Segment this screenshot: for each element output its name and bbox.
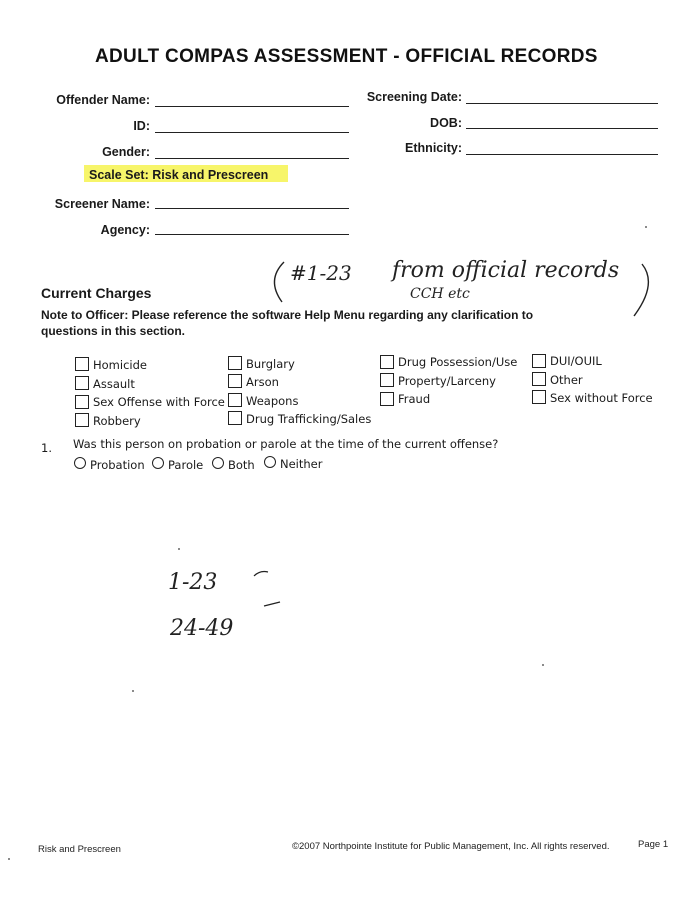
scan-speck xyxy=(542,664,544,666)
neither-radio[interactable] xyxy=(264,456,276,468)
offender-name-label: Offender Name: xyxy=(56,93,150,107)
dob-label: DOB: xyxy=(430,116,462,130)
drug-possession-checkbox[interactable] xyxy=(380,355,394,369)
handwritten-note-source: from official records xyxy=(392,258,620,283)
other-checkbox[interactable] xyxy=(532,372,546,386)
drug-trafficking-checkbox[interactable] xyxy=(228,411,242,425)
screener-name-field[interactable] xyxy=(155,208,349,209)
probation-radio[interactable] xyxy=(74,457,86,469)
page-number: Page 1 xyxy=(638,839,669,850)
arson-checkbox[interactable] xyxy=(228,374,242,388)
scan-speck xyxy=(8,858,10,860)
weapons-checkbox[interactable] xyxy=(228,393,242,407)
weapons-label: Weapons xyxy=(246,394,299,408)
scale-set-value: Risk and Prescreen xyxy=(152,168,269,182)
assault-label: Assault xyxy=(93,377,135,391)
id-label: ID: xyxy=(133,119,150,133)
both-label: Both xyxy=(228,458,255,472)
scale-set xyxy=(89,168,268,182)
handwritten-note-cch: CCH etc xyxy=(410,286,470,302)
ethnicity-field[interactable] xyxy=(466,154,658,155)
page-title: ADULT COMPAS ASSESSMENT - OFFICIAL RECORDS xyxy=(95,46,598,67)
sex-without-force-label: Sex without Force xyxy=(550,391,653,405)
scan-speck xyxy=(132,690,134,692)
dob-field[interactable] xyxy=(466,128,658,129)
property-larceny-checkbox[interactable] xyxy=(380,373,394,387)
handwritten-dashes xyxy=(250,564,290,614)
robbery-checkbox[interactable] xyxy=(75,413,89,427)
fraud-checkbox[interactable] xyxy=(380,392,394,406)
homicide-checkbox[interactable] xyxy=(75,357,89,371)
screening-date-field[interactable] xyxy=(466,103,658,104)
agency-field[interactable] xyxy=(155,234,349,235)
sex-without-force-checkbox[interactable] xyxy=(532,390,546,404)
parole-label: Parole xyxy=(168,458,204,472)
homicide-label: Homicide xyxy=(93,358,147,372)
offender-name-field[interactable] xyxy=(155,106,349,107)
scale-set-label: Scale Set: xyxy=(89,168,149,182)
footer-scale-set: Risk and Prescreen xyxy=(38,844,121,855)
gender-field[interactable] xyxy=(155,158,349,159)
ethnicity-label: Ethnicity: xyxy=(405,141,462,155)
sex-offense-with-force-label: Sex Offense with Force xyxy=(93,395,225,409)
property-larceny-label: Property/Larceny xyxy=(398,374,496,388)
officer-note xyxy=(41,307,601,339)
current-charges-heading: Current Charges xyxy=(41,285,152,301)
probation-label: Probation xyxy=(90,458,145,472)
question-number: 1. xyxy=(41,441,52,455)
drug-possession-label: Drug Possession/Use xyxy=(398,355,518,369)
scan-speck xyxy=(178,548,180,550)
burglary-label: Burglary xyxy=(246,357,295,371)
scan-speck xyxy=(645,226,647,228)
fraud-label: Fraud xyxy=(398,392,431,406)
gender-label: Gender: xyxy=(102,145,150,159)
footer-copyright: ©2007 Northpointe Institute for Public Management, Inc. All rights reserved. xyxy=(292,841,610,852)
question-text: Was this person on probation or parole at the time of the current offense? xyxy=(73,437,499,451)
both-radio[interactable] xyxy=(212,457,224,469)
screening-date-label: Screening Date: xyxy=(366,90,462,104)
other-label: Other xyxy=(550,373,583,387)
handwritten-range-2: 24-49 xyxy=(170,616,234,641)
id-field[interactable] xyxy=(155,132,349,133)
sex-offense-with-force-checkbox[interactable] xyxy=(75,395,89,409)
dui-ouil-label: DUI/OUIL xyxy=(550,354,602,368)
robbery-label: Robbery xyxy=(93,414,141,428)
handwritten-note-number: #1-23 xyxy=(290,261,352,285)
burglary-checkbox[interactable] xyxy=(228,356,242,370)
assault-checkbox[interactable] xyxy=(75,376,89,390)
screener-name-label: Screener Name: xyxy=(54,197,150,211)
officer-note-line1: Note to Officer: Please reference the software Help Menu regarding any clarification to xyxy=(41,308,534,322)
dui-ouil-checkbox[interactable] xyxy=(532,354,546,368)
agency-label: Agency: xyxy=(100,223,150,237)
neither-label: Neither xyxy=(280,457,323,471)
officer-note-line2: questions in this section. xyxy=(41,324,186,338)
handwritten-range-1: 1-23 xyxy=(168,570,218,595)
drug-trafficking-label: Drug Trafficking/Sales xyxy=(246,412,372,426)
parole-radio[interactable] xyxy=(152,457,164,469)
arson-label: Arson xyxy=(246,375,279,389)
